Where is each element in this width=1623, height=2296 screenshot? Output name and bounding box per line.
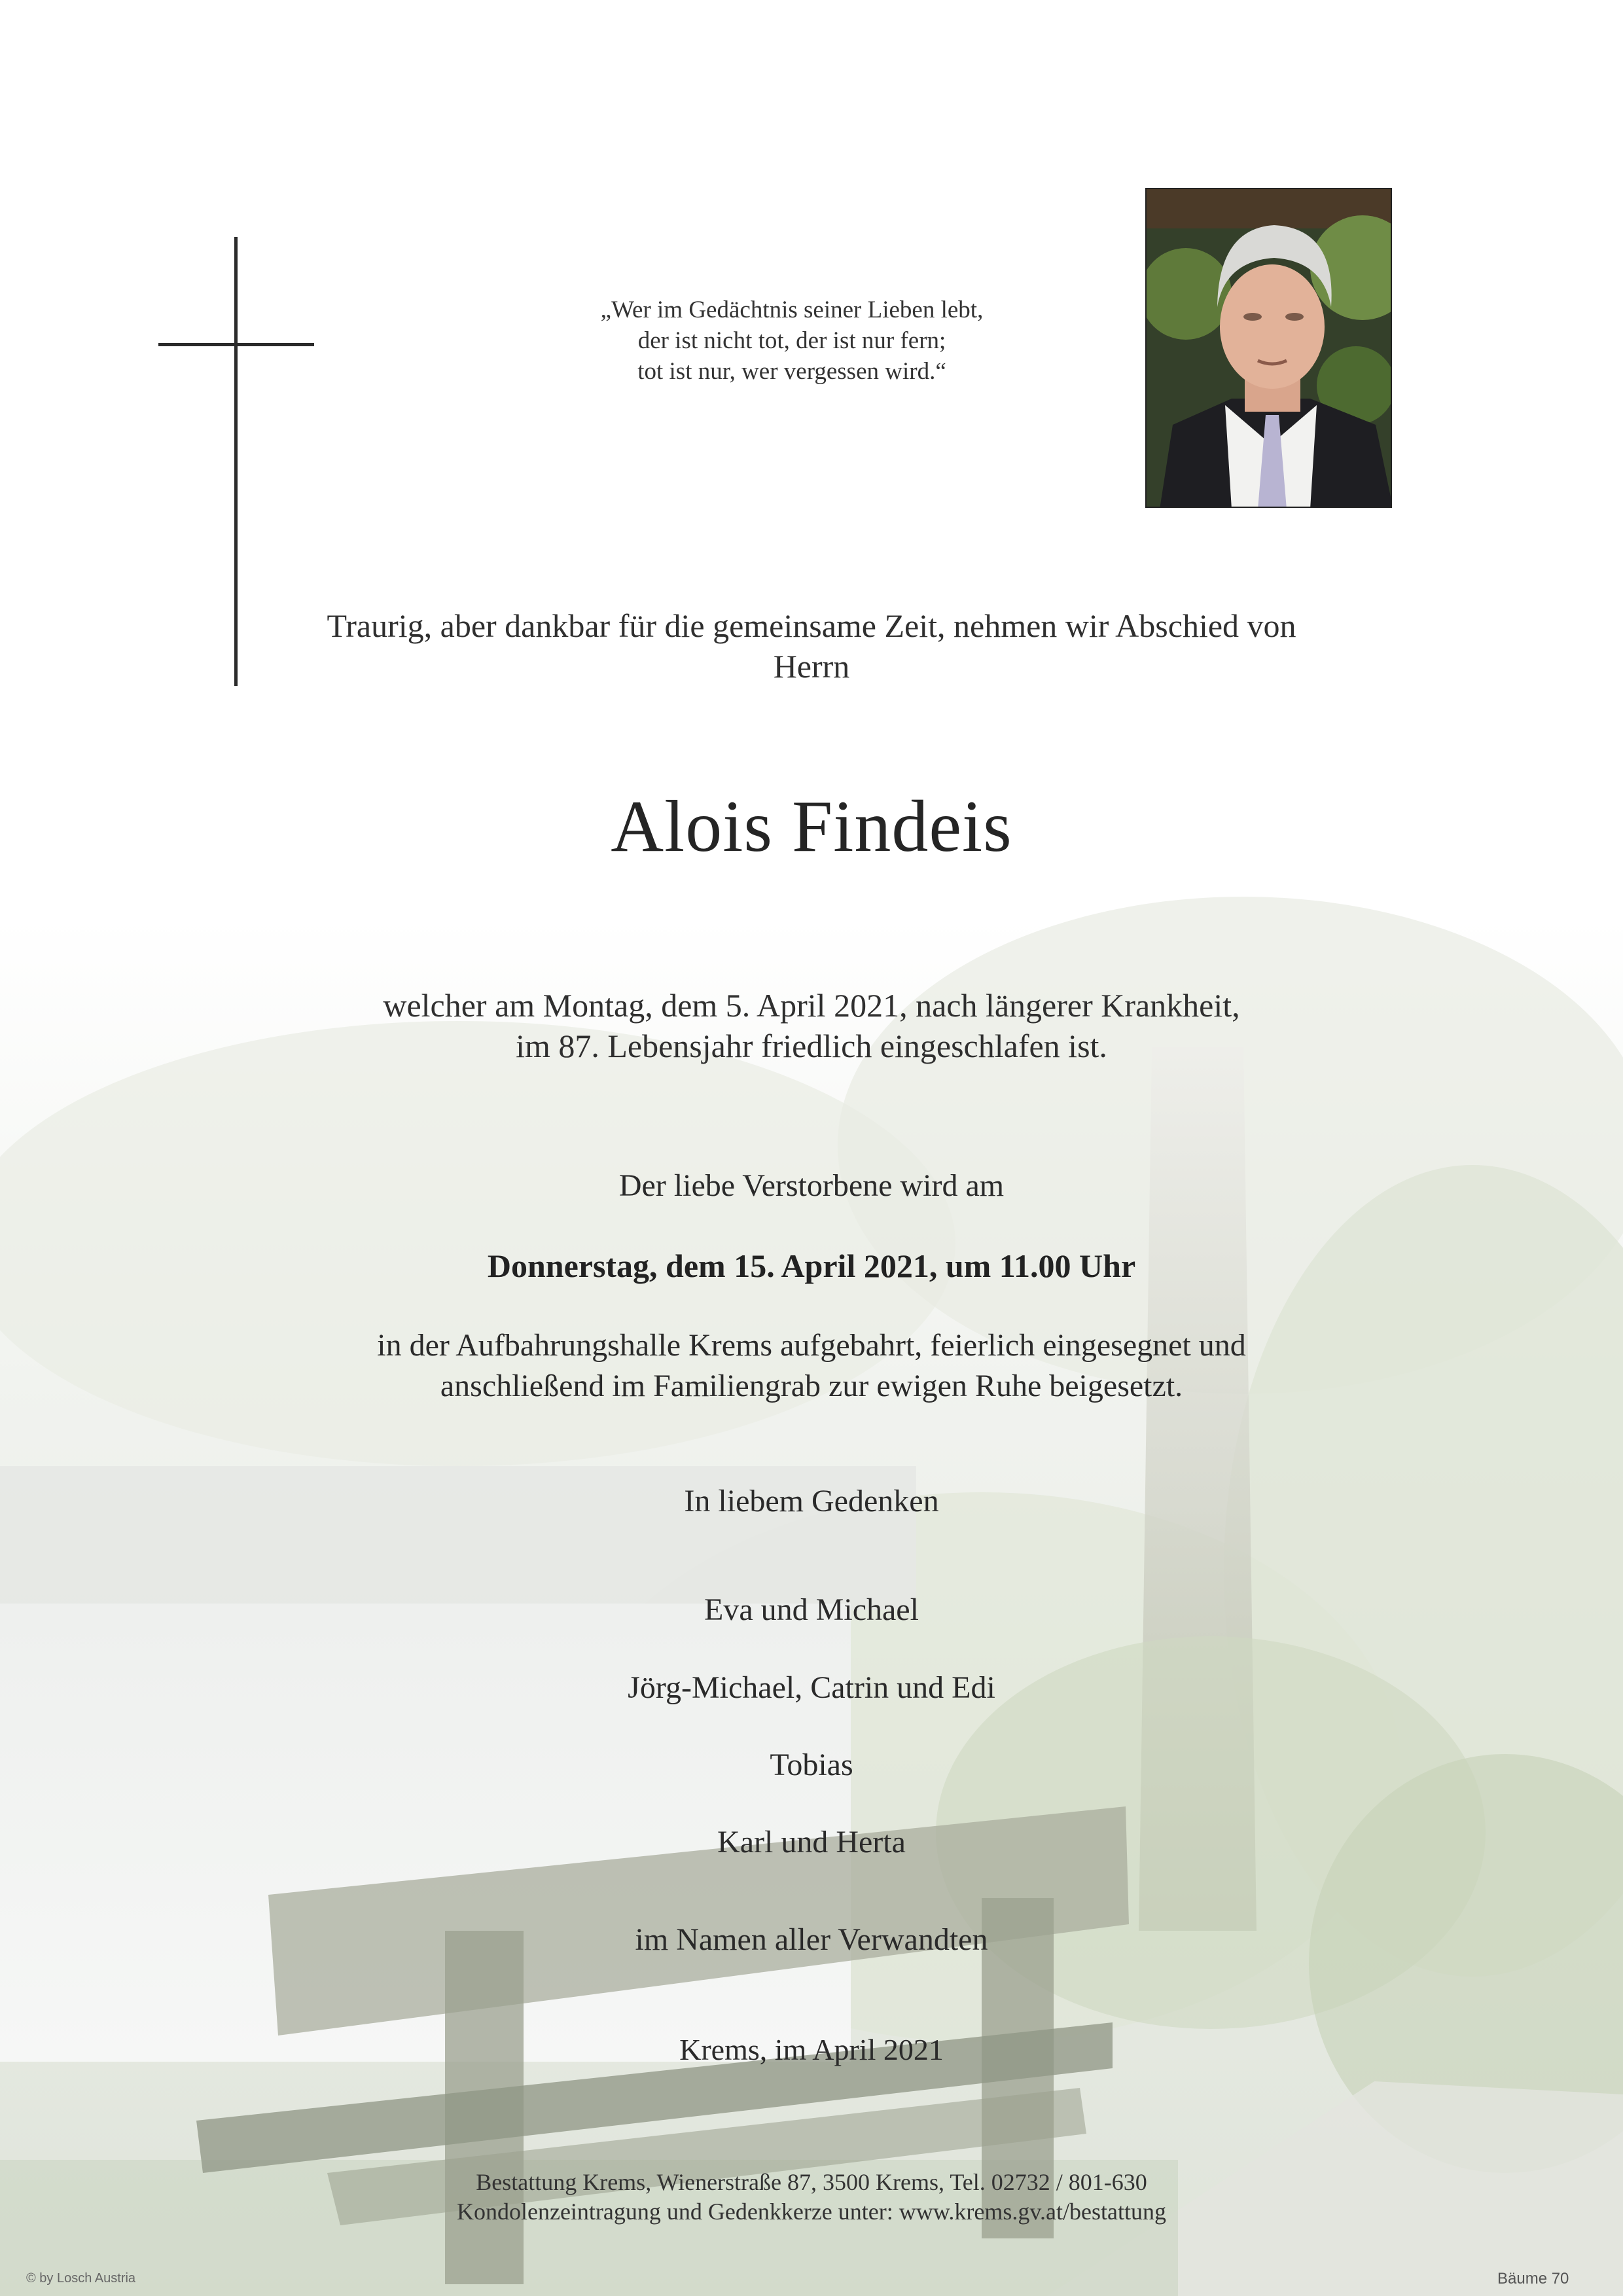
- portrait-photo: [1145, 188, 1392, 508]
- portrait-image: [1147, 189, 1392, 508]
- ceremony-date: Donnerstag, dem 15. April 2021, um 11.00 Uhr: [487, 1247, 1136, 1284]
- death-line: welcher am Montag, dem 5. April 2021, nach längerer Krankheit,: [383, 987, 1240, 1024]
- ceremony-intro: Der liebe Verstorbene wird am: [618, 1168, 1005, 1203]
- place-date: Krems, im April 2021: [679, 2033, 944, 2066]
- funeral-home-footer: [0, 2168, 1623, 2227]
- death-line: im 87. Lebensjahr friedlich eingeschlafen ist.: [516, 1028, 1107, 1064]
- death-text: [0, 985, 1623, 1066]
- background-code: Bäume 70: [1497, 2270, 1569, 2287]
- intro-text: [0, 605, 1623, 687]
- memorial-quote: [497, 295, 1086, 387]
- intro-line: Traurig, aber dankbar für die gemeinsame Zeit, nehmen wir Abschied von: [327, 607, 1296, 644]
- ceremony-line: in der Aufbahrungshalle Krems aufgebahrt, feierlich eingesegnet und: [377, 1328, 1246, 1363]
- mourner-name: Jörg-Michael, Catrin und Edi: [628, 1670, 995, 1705]
- quote-line: der ist nicht tot, der ist nur fern;: [637, 327, 946, 354]
- footer-website: Kondolenzeintragung und Gedenkkerze unter: www.krems.gv.at/bestattung: [456, 2198, 1166, 2225]
- intro-line: Herrn: [773, 648, 850, 685]
- footer-address: Bestattung Krems, Wienerstraße 87, 3500 Krems, Tel. 02732 / 801-630: [476, 2169, 1147, 2195]
- mourner-name: Karl und Herta: [717, 1825, 906, 1859]
- mourners-closing: im Namen aller Verwandten: [635, 1922, 988, 1957]
- copyright-note: © by Losch Austria: [26, 2271, 136, 2286]
- mourner-name: Eva und Michael: [704, 1592, 919, 1627]
- quote-line: tot ist nur, wer vergessen wird.“: [637, 358, 946, 385]
- deceased-name: Alois Findeis: [611, 786, 1012, 867]
- ceremony-details: [0, 1325, 1623, 1407]
- quote-line: „Wer im Gedächtnis seiner Lieben lebt,: [600, 296, 984, 323]
- mourner-name: Tobias: [770, 1748, 853, 1782]
- cross-horizontal-bar: [158, 343, 314, 346]
- ceremony-line: anschließend im Familiengrab zur ewigen Ruhe beigesetzt.: [440, 1369, 1183, 1403]
- mourners-heading: In liebem Gedenken: [684, 1484, 939, 1518]
